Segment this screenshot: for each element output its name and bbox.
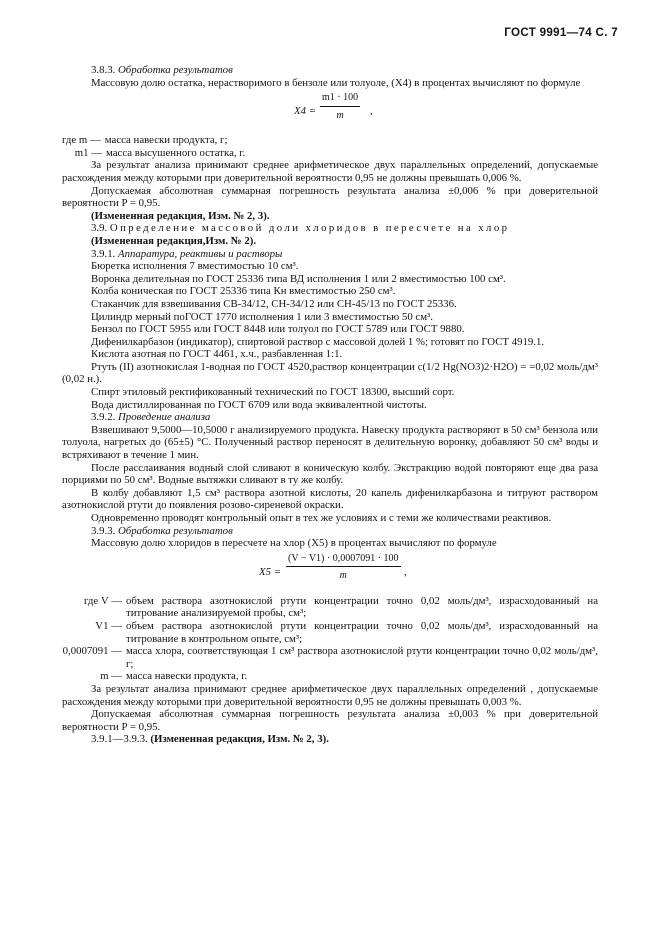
paragraph: Допускаемая абсолютная суммарная погрешность результата анализа ±0,006 % при доверительной вероятности P = 0,95. bbox=[62, 184, 598, 210]
formula-lhs: X4 = bbox=[294, 105, 316, 118]
section-number: 3.9. bbox=[91, 222, 108, 235]
equipment-item: Стаканчик для взвешивания СВ-34/12, СН-34/12 или СН-45/13 по ГОСТ 25336. bbox=[91, 297, 457, 310]
document-body bbox=[62, 64, 598, 746]
paragraph: За результат анализа принимают среднее арифметическое двух параллельных определений, допускаемые расхождения между которыми при доверительной вероятности 0,95 не должны превышать 0,006 %. bbox=[62, 159, 598, 184]
formula-lhs: X5 = bbox=[259, 565, 281, 578]
paragraph: Допускаемая абсолютная суммарная погрешность результата анализа ±0,003 % при доверительной вероятности P = 0,95. bbox=[62, 708, 598, 733]
paragraph: После расслаивания водный слой сливают в коническую колбу. Экстракцию водой повторяют еще два раза порциями по 50 см³. Водные вытяжки сливают в ту же колбу. bbox=[62, 461, 598, 487]
where-symbol: V1 — bbox=[95, 619, 122, 632]
reagent-item: Кислота азотная по ГОСТ 4461, х.ч., разбавленная 1:1. bbox=[91, 348, 343, 361]
section-3-8-3-heading bbox=[62, 64, 598, 77]
formula-numerator: (V − V1) · 0,0007091 · 100 bbox=[286, 553, 401, 568]
where-symbol: где V — bbox=[84, 594, 122, 607]
where-definition: масса навески продукта, г; bbox=[104, 134, 228, 147]
where-item bbox=[62, 595, 598, 620]
formula-tail: , bbox=[370, 105, 373, 118]
reagent-item: Бензол по ГОСТ 5955 или ГОСТ 8448 или толуол по ГОСТ 5789 или ГОСТ 9880. bbox=[91, 323, 465, 336]
formula-fraction bbox=[286, 553, 401, 583]
where-symbol: где m — bbox=[62, 134, 101, 147]
paragraph: Взвешивают 9,5000—10,5000 г анализируемого продукта. Навеску продукта растворяют в 50 см³ бензола или толуола, нагретых до (65±5) °С. Полученный раствор переносят в делительную воронку, добавляют 50 см³ воды и встряхивают в течение 1 мин. bbox=[62, 423, 598, 462]
reagent-item: Дифенилкарбазон (индикатор), спиртовой раствор с массовой долей 1 %; готовят по ГОСТ 4919.1. bbox=[91, 335, 545, 348]
paragraph: Одновременно проводят контрольный опыт в тех же условиях и с теми же количествами реактивов. bbox=[91, 512, 552, 524]
formula-tail: , bbox=[404, 565, 407, 578]
equipment-item: Цилиндр мерный поГОСТ 1770 исполнения 1 или 3 вместимостью 50 см³. bbox=[91, 310, 433, 323]
equipment-item: Колба коническая по ГОСТ 25336 типа Кн вместимостью 250 см³. bbox=[91, 285, 396, 298]
formula-denominator: m bbox=[339, 570, 347, 582]
where-symbol: m — bbox=[100, 670, 122, 683]
formula-x5 bbox=[62, 553, 598, 593]
section-title: Проведение анализа bbox=[118, 411, 211, 424]
where-definition: масса хлора, соответствующая 1 см³ раствора азотнокислой ртути концентрации точно 0,02 моль/дм³, г; bbox=[126, 645, 598, 670]
where-item bbox=[62, 147, 598, 160]
amendment-note: (Измененная редакция, Изм. № 2, 3). bbox=[150, 733, 329, 746]
where-symbol: m1 — bbox=[74, 146, 102, 159]
section-3-9-2-heading bbox=[62, 411, 598, 424]
equipment-item: Воронка делительная по ГОСТ 25336 типа ВД исполнения 1 или 2 вместимостью 100 см³. bbox=[91, 272, 506, 285]
section-3-9-1-heading bbox=[62, 248, 598, 261]
where-definition: объем раствора азотнокислой ртути концентрации точно 0,02 моль/дм³, израсходованный на титрование анализируемой пробы, см³; bbox=[126, 594, 598, 620]
reagent-item: Вода дистиллированная по ГОСТ 6709 или вода эквивалентной чистоты. bbox=[91, 398, 427, 411]
amendment-note: (Измененная редакция,Изм. № 2). bbox=[91, 234, 257, 247]
section-title: Обработка результатов bbox=[118, 64, 233, 76]
section-title: Определение массовой доли хлоридов в пересчете на хлор bbox=[109, 222, 510, 235]
amendment-note: (Измененная редакция, Изм. № 2, 3). bbox=[91, 209, 270, 222]
final-amendment bbox=[62, 733, 598, 746]
where-item bbox=[62, 620, 598, 645]
paragraph: Массовую долю остатка, нерастворимого в бензоле или толуоле, (X4) в процентах вычисляют по формуле bbox=[91, 76, 581, 89]
where-definition: объем раствора азотнокислой ртути концентрации точно 0,02 моль/дм³, израсходованный на титрование в контрольном опыте, см³; bbox=[126, 619, 598, 645]
section-3-9-heading bbox=[62, 222, 598, 235]
section-title: Аппаратура, реактивы и растворы bbox=[118, 247, 283, 260]
paragraph: В колбу добавляют 1,5 см³ раствора азотной кислоты, 20 капель дифенилкарбазона и титруют раствором азотнокислой ртути до появления розово-сиреневой окраски. bbox=[62, 486, 598, 512]
where-definition: масса высушенного остатка, г. bbox=[106, 146, 246, 159]
reagent-item: Ртуть (II) азотнокислая 1-водная по ГОСТ 4520,раствор концентрации c(1/2 Hg(NO3)2·H2O) = =0,02 моль/дм³ (0,02 н.). bbox=[62, 360, 598, 386]
where-item bbox=[62, 670, 598, 683]
formula-x4 bbox=[62, 92, 598, 132]
page-header: ГОСТ 9991—74 С. 7 bbox=[504, 26, 618, 39]
section-title: Обработка результатов bbox=[118, 524, 233, 537]
paragraph: Массовую долю хлоридов в пересчете на хлор (X5) в процентах вычисляют по формуле bbox=[91, 537, 497, 550]
section-number: 3.8.3. bbox=[91, 64, 116, 76]
section-3-9-3-heading bbox=[62, 525, 598, 538]
section-number: 3.9.1—3.9.3. bbox=[91, 733, 148, 746]
reagent-item: Спирт этиловый ректификованный технический по ГОСТ 18300, высший сорт. bbox=[91, 386, 455, 399]
where-item bbox=[0, 645, 598, 670]
formula-fraction bbox=[320, 92, 360, 122]
where-definition: масса навески продукта, г. bbox=[126, 670, 248, 683]
section-number: 3.9.1. bbox=[91, 247, 116, 260]
where-symbol: 0,0007091 — bbox=[62, 645, 122, 658]
section-number: 3.9.2. bbox=[91, 411, 116, 424]
section-number: 3.9.3. bbox=[91, 524, 116, 537]
where-item bbox=[62, 134, 598, 147]
equipment-item: Бюретка исполнения 7 вместимостью 10 см³. bbox=[91, 260, 299, 273]
paragraph: За результат анализа принимают среднее арифметическое двух параллельных определений , допускаемые расхождения между которыми при доверительной вероятности 0,95 не должны превышать 0,003 %. bbox=[62, 682, 598, 708]
formula-numerator: m1 · 100 bbox=[320, 92, 360, 107]
formula-denominator: m bbox=[336, 109, 344, 121]
